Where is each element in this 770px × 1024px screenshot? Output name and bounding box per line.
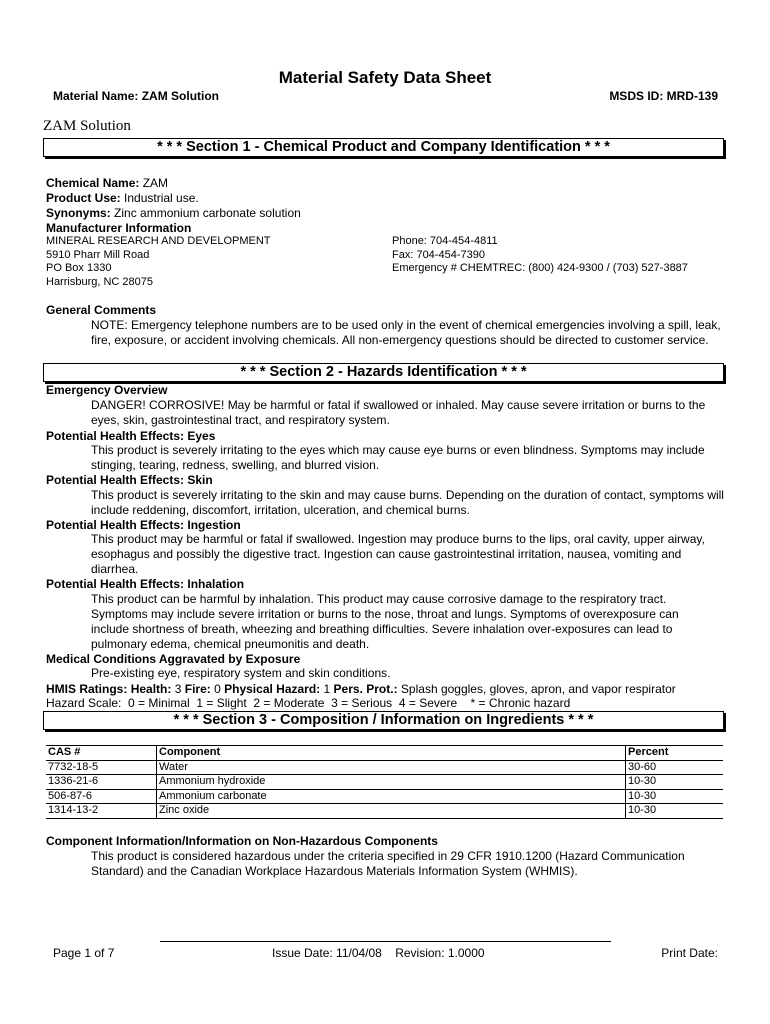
table-row <box>46 760 723 775</box>
emergency-overview-text: DANGER! CORROSIVE! May be harmful or fatal if swallowed or inhaled. May cause severe irritation or burns to the eyes, skin, gastrointestinal tract, and respiratory system. <box>91 398 706 427</box>
table-row <box>46 804 723 819</box>
column-header-component: Component <box>157 746 626 761</box>
skin-label: Potential Health Effects: Skin <box>46 473 213 487</box>
table-row <box>46 775 723 790</box>
address-line: PO Box 1330 <box>46 262 112 275</box>
manufacturer-label: Manufacturer Information <box>46 221 192 235</box>
inhalation-label: Potential Health Effects: Inhalation <box>46 577 245 591</box>
physical-hazard-value: 1 <box>323 682 331 696</box>
skin-text: This product is severely irritating to the skin and may cause burns. Depending on the duration of contact, symptoms will include reddening, discomfort, irritation, ulceration, and chemical burns. <box>91 488 724 517</box>
fire-label: Fire: <box>184 682 211 696</box>
emergency-line: Emergency # CHEMTREC: (800) 424-9300 / (703) 527-3887 <box>392 262 688 275</box>
product-use-line <box>46 191 199 205</box>
column-header-percent: Percent <box>626 746 724 761</box>
cas-cell: 7732-18-5 <box>46 760 157 775</box>
table-row <box>46 789 723 804</box>
ingestion-label: Potential Health Effects: Ingestion <box>46 518 241 532</box>
manufacturer-address <box>46 235 271 289</box>
manufacturer-contact <box>392 235 688 276</box>
issue-revision: Issue Date: 11/04/08 Revision: 1.0000 <box>272 946 485 960</box>
eyes-text: This product is severely irritating to the eyes which may cause eye burns or even blindness. Symptoms may include stinging, tearing, redness, swelling, and blurred vision. <box>91 443 705 472</box>
document-title: Material Safety Data Sheet <box>278 68 492 87</box>
component-info-text: This product is considered hazardous under the criteria specified in 29 CFR 1910.1200 (Hazard Communication Standard) and the Canadian Workplace Hazardous Materials Information System (WHMIS). <box>91 849 685 878</box>
section-1-header: * * * Section 1 - Chemical Product and Company Identification * * * <box>43 138 724 157</box>
table-header-row <box>46 746 723 761</box>
emergency-overview-label: Emergency Overview <box>46 383 168 397</box>
product-use-label: Product Use: <box>46 191 121 205</box>
pers-prot-value: Splash goggles, gloves, apron, and vapor respirator <box>400 682 676 696</box>
general-comments-label: General Comments <box>46 303 157 317</box>
chemical-name-label: Chemical Name: <box>46 176 140 190</box>
cas-cell: 1314-13-2 <box>46 804 157 819</box>
hmis-ratings <box>46 682 676 696</box>
medical-conditions-text: Pre-existing eye, respiratory system and skin conditions. <box>91 666 391 680</box>
ingredients-table <box>46 745 723 819</box>
section-2-header: * * * Section 2 - Hazards Identification * * * <box>43 363 724 382</box>
ingestion-text: This product may be harmful or fatal if swallowed. Ingestion may produce burns to the lips, oral cavity, upper airway, esophagus and possibly the digestive tract. Ingestion can cause gastrointestinal irritation, nausea, vomiting and diarrhea. <box>91 532 705 576</box>
component-cell: Ammonium carbonate <box>157 789 626 804</box>
section-3-header: * * * Section 3 - Composition / Information on Ingredients * * * <box>43 711 724 730</box>
health-value: 3 <box>174 682 182 696</box>
material-name: Material Name: ZAM Solution <box>53 89 220 103</box>
print-date: Print Date: <box>661 946 718 960</box>
fire-value: 0 <box>214 682 221 696</box>
fax-line: Fax: 704-454-7390 <box>392 248 485 261</box>
msds-id: MSDS ID: MRD-139 <box>609 89 718 103</box>
address-line: 5910 Pharr Mill Road <box>46 248 150 261</box>
medical-conditions-label: Medical Conditions Aggravated by Exposure <box>46 652 301 666</box>
general-comments-text: NOTE: Emergency telephone numbers are to be used only in the event of chemical emergencies involving a spill, leak, fire, exposure, or accident involving chemicals. All non-emergency questions should be directed to customer service. <box>91 318 721 347</box>
cas-cell: 506-87-6 <box>46 789 157 804</box>
synonyms-value: Zinc ammonium carbonate solution <box>114 206 301 220</box>
synonyms-label: Synonyms: <box>46 206 111 220</box>
phone-line: Phone: 704-454-4811 <box>392 235 498 247</box>
hmis-label: HMIS Ratings: <box>46 682 128 696</box>
physical-hazard-label: Physical Hazard: <box>224 682 321 696</box>
component-cell: Water <box>157 760 626 775</box>
percent-cell: 10-30 <box>626 775 724 790</box>
footer-divider <box>160 941 611 942</box>
component-cell: Ammonium hydroxide <box>157 775 626 790</box>
synonyms-line <box>46 206 301 220</box>
percent-cell: 10-30 <box>626 789 724 804</box>
address-line: Harrisburg, NC 28075 <box>46 275 153 288</box>
hazard-scale: Hazard Scale: 0 = Minimal 1 = Slight 2 = Moderate 3 = Serious 4 = Severe * = Chronic hazard <box>46 696 571 710</box>
inhalation-text: This product can be harmful by inhalation. This product may cause corrosive damage to the respiratory tract. Symptoms may include severe irritation or burns to the nose, throat and lungs. Symptoms of overexposure can include shortness of breath, wheezing and breathing difficulties. Severe inhalation over-exposures can lead to pulmonary edema, chemical pneumonitis and death. <box>91 592 679 651</box>
product-use-value: Industrial use. <box>124 191 199 205</box>
percent-cell: 10-30 <box>626 804 724 819</box>
health-label: Health: <box>130 682 172 696</box>
component-info-label: Component Information/Information on Non-Hazardous Components <box>46 834 438 848</box>
eyes-label: Potential Health Effects: Eyes <box>46 429 216 443</box>
pers-prot-label: Pers. Prot.: <box>333 682 398 696</box>
cas-cell: 1336-21-6 <box>46 775 157 790</box>
product-heading: ZAM Solution <box>43 118 131 134</box>
chemical-name-line <box>46 176 168 190</box>
address-line: MINERAL RESEARCH AND DEVELOPMENT <box>46 235 271 247</box>
column-header-cas: CAS # <box>46 746 157 761</box>
page-number: Page 1 of 7 <box>53 946 115 960</box>
component-cell: Zinc oxide <box>157 804 626 819</box>
percent-cell: 30-60 <box>626 760 724 775</box>
chemical-name-value: ZAM <box>142 176 169 190</box>
